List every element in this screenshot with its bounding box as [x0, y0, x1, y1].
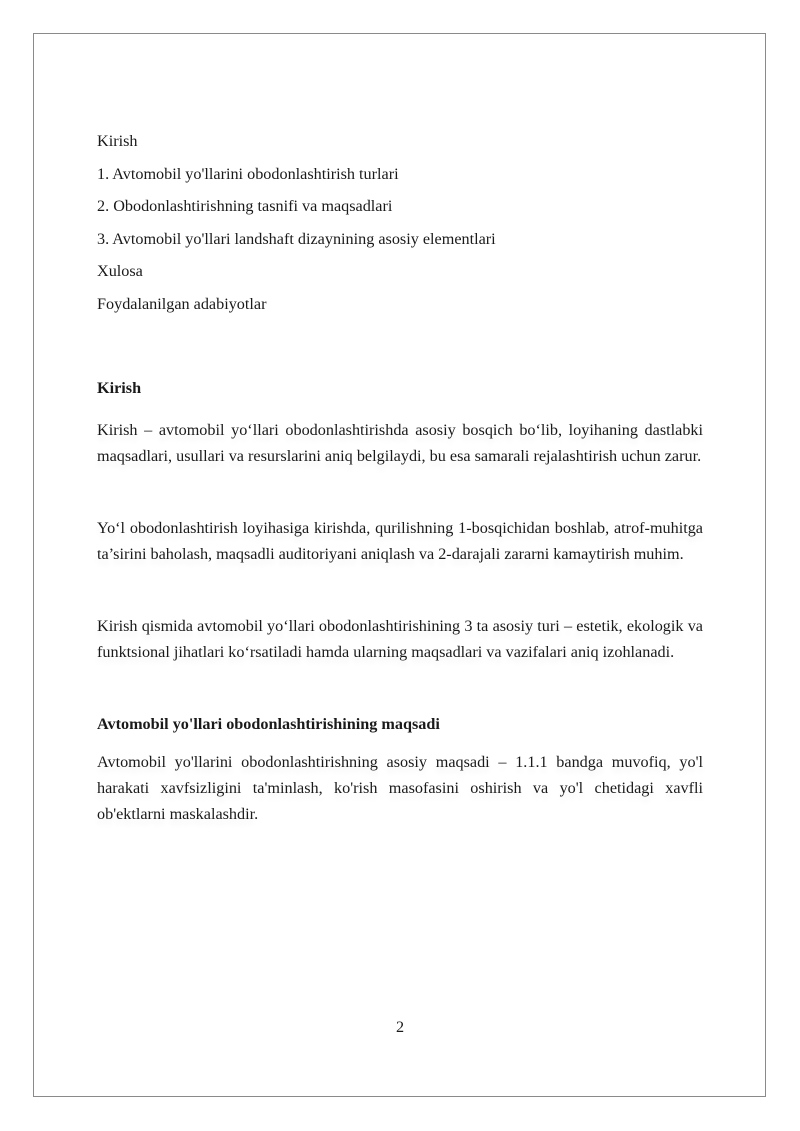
goal-paragraph: Avtomobil yo'llarini obodonlashtirishning asosiy maqsadi – 1.1.1 bandga muvofiq, yo'l harakati xavfsizligini ta'minlash, ko'rish masofasini oshirish va yo'l chetidagi xavfli ob'ektlarni maskalashdir. [97, 752, 703, 823]
intro-paragraph-2: Yo‘l obodonlashtirish loyihasiga kirishda, qurilishning 1-bosqichidan boshlab, atrof-muhitga ta’sirini baholash, maqsadli auditoriyani aniqlash va 2-darajali zararni kamaytirish muhim. [97, 518, 703, 563]
goal-heading: Avtomobil yo'llari obodonlashtirishining maqsadi [97, 714, 440, 733]
intro-paragraph-3: Kirish qismida avtomobil yo‘llari obodonlashtirishining 3 ta asosiy turi – estetik, ekologik va funktsional jihatlari ko‘rsatiladi hamda ularning maqsadlari va vazifalari aniq izohlanadi. [97, 616, 703, 661]
intro-heading: Kirish [97, 378, 142, 397]
toc-item-2: 2. Obodonlashtirishning tasnifi va maqsadlari [97, 197, 393, 215]
toc-item-3: 3. Avtomobil yo'llari landshaft dizaynining asosiy elementlari [97, 229, 496, 248]
toc-item-conclusion: Xulosa [97, 262, 143, 280]
toc-item-intro: Kirish [97, 132, 138, 150]
toc-item-1: 1. Avtomobil yo'llarini obodonlashtirish turlari [97, 164, 399, 183]
page-number: 2 [395, 1018, 405, 1036]
intro-paragraph-1: Kirish – avtomobil yo‘llari obodonlashtirishda asosiy bosqich bo‘lib, loyihaning dastlabki maqsadlari, usullari va resurslarini aniq belgilaydi, bu esa samarali rejalashtirish uchun zarur. [97, 420, 703, 465]
document-body [97, 128, 703, 827]
table-of-contents [97, 128, 703, 317]
toc-item-references: Foydalanilgan adabiyotlar [97, 294, 267, 313]
